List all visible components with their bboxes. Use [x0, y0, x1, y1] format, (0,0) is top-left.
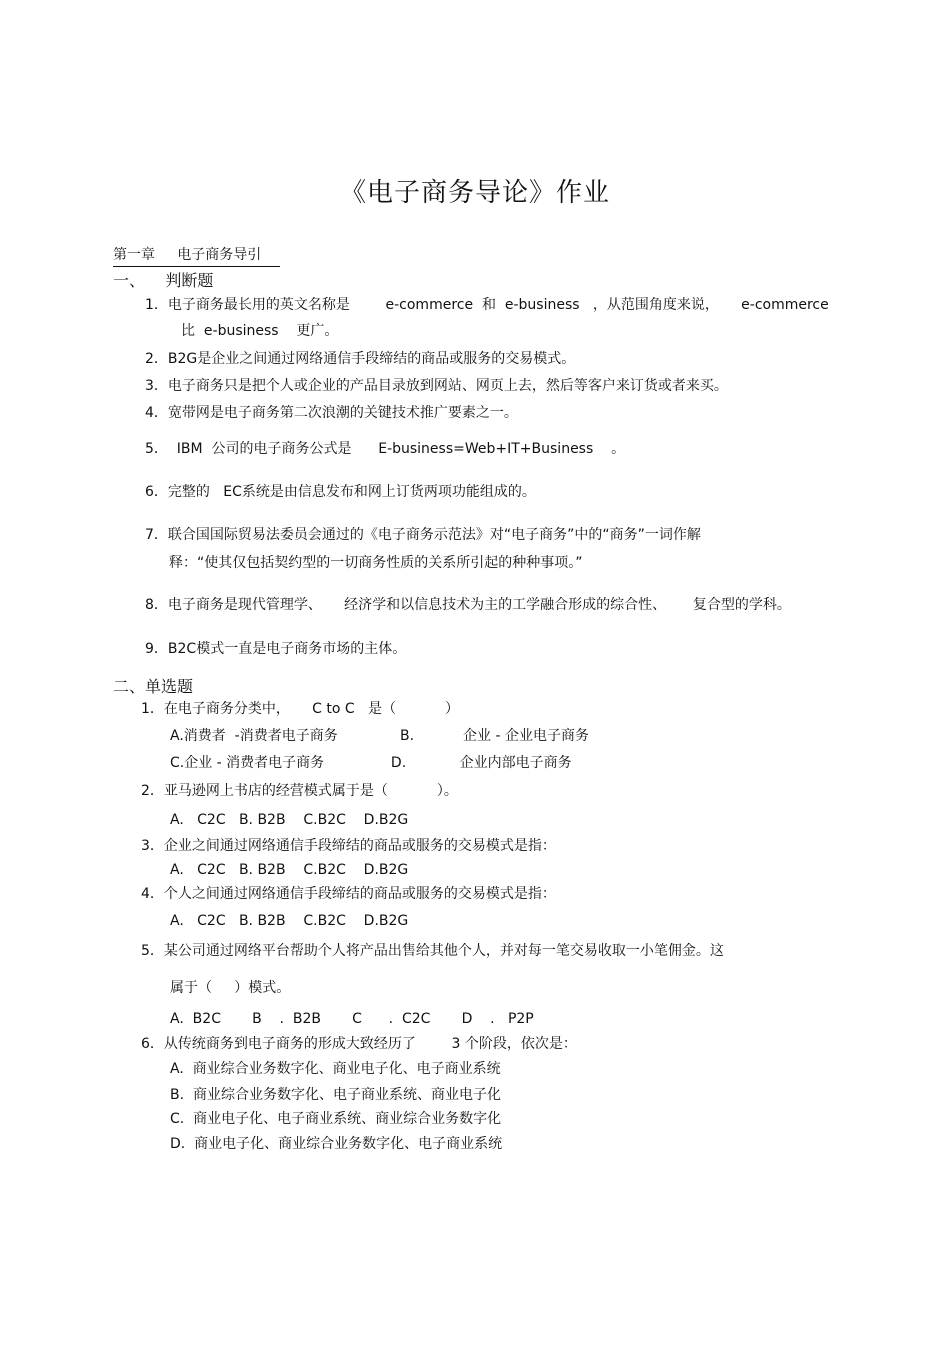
chapter-underline [113, 266, 280, 267]
mc-option-line: A. C2C B. B2B C.B2C D.B2G [170, 812, 409, 828]
mc-option-line: D. 商业电子化、商业综合业务数字化、电子商业系统 [170, 1136, 503, 1152]
tf-question-line: 释：“使其仅包括契约型的一切商务性质的关系所引起的种种事项。” [169, 555, 583, 571]
mc-option-line: A.消费者 -消费者电子商务 B. 企业 - 企业电子商务 [170, 728, 589, 744]
section-heading-single-choice: 二、单选题 [113, 677, 194, 696]
mc-question-line: 6．从传统商务到电子商务的形成大致经历了 3 个阶段，依次是： [141, 1036, 577, 1052]
tf-question-line: 1．电子商务最长用的英文名称是 e-commerce 和 e-business ，从范围角度来说， e-commerce [145, 297, 829, 313]
mc-question-line: 4．个人之间通过网络通信手段缔结的商品或服务的交易模式是指： [141, 886, 556, 902]
chapter-heading: 第一章 电子商务导引 [113, 247, 262, 263]
mc-option-line: C.企业 - 消费者电子商务 D. 企业内部电子商务 [170, 755, 572, 771]
mc-option-line: A. 商业综合业务数字化、商业电子化、电子商业系统 [170, 1061, 501, 1077]
tf-question-line: 9．B2C模式一直是电子商务市场的主体。 [145, 641, 407, 657]
tf-question-line: 5． IBM 公司的电子商务公式是 E-business=Web+IT+Business 。 [145, 441, 626, 457]
page-title: 《电子商务导论》作业 [339, 178, 610, 208]
mc-option-line: A. C2C B. B2B C.B2C D.B2G [170, 862, 409, 878]
mc-question-line: 1．在电子商务分类中， C to C 是（ ） [141, 701, 459, 717]
mc-question-line: 5．某公司通过网络平台帮助个人将产品出售给其他个人，并对每一笔交易收取一小笔佣金。这 [141, 943, 724, 959]
tf-question-line: 8．电子商务是现代管理学、 经济学和以信息技术为主的工学融合形成的综合性、 复合型的学科。 [145, 597, 791, 613]
mc-option-line: C. 商业电子化、电子商业系统、商业综合业务数字化 [170, 1111, 502, 1127]
tf-question-line: 2．B2G是企业之间通过网络通信手段缔结的商品或服务的交易模式。 [145, 351, 576, 367]
mc-option-line: B. 商业综合业务数字化、电子商业系统、商业电子化 [170, 1087, 501, 1103]
tf-question-line: 6．完整的 EC系统是由信息发布和网上订货两项功能组成的。 [145, 484, 536, 500]
mc-question-line: 2．亚马逊网上书店的经营模式属于是（ ）。 [141, 783, 458, 799]
mc-option-line: A. C2C B. B2B C.B2C D.B2G [170, 913, 409, 929]
tf-question-line: 7．联合国国际贸易法委员会通过的《电子商务示范法》对“电子商务”中的“商务”一词作解 [145, 527, 701, 543]
tf-question-line: 3．电子商务只是把个人或企业的产品目录放到网站、网页上去，然后等客户来订货或者来买。 [145, 378, 728, 394]
tf-question-line: 4．宽带网是电子商务第二次浪潮的关键技术推广要素之一。 [145, 405, 518, 421]
section-heading-true-false: 一、 判断题 [113, 271, 214, 290]
mc-question-line: 属于（ ）模式。 [170, 980, 291, 996]
tf-question-line: 比 e-business 更广。 [181, 323, 339, 339]
mc-option-line: A. B2C B . B2B C . C2C D . P2P [170, 1011, 534, 1027]
mc-question-line: 3．企业之间通过网络通信手段缔结的商品或服务的交易模式是指： [141, 838, 556, 854]
